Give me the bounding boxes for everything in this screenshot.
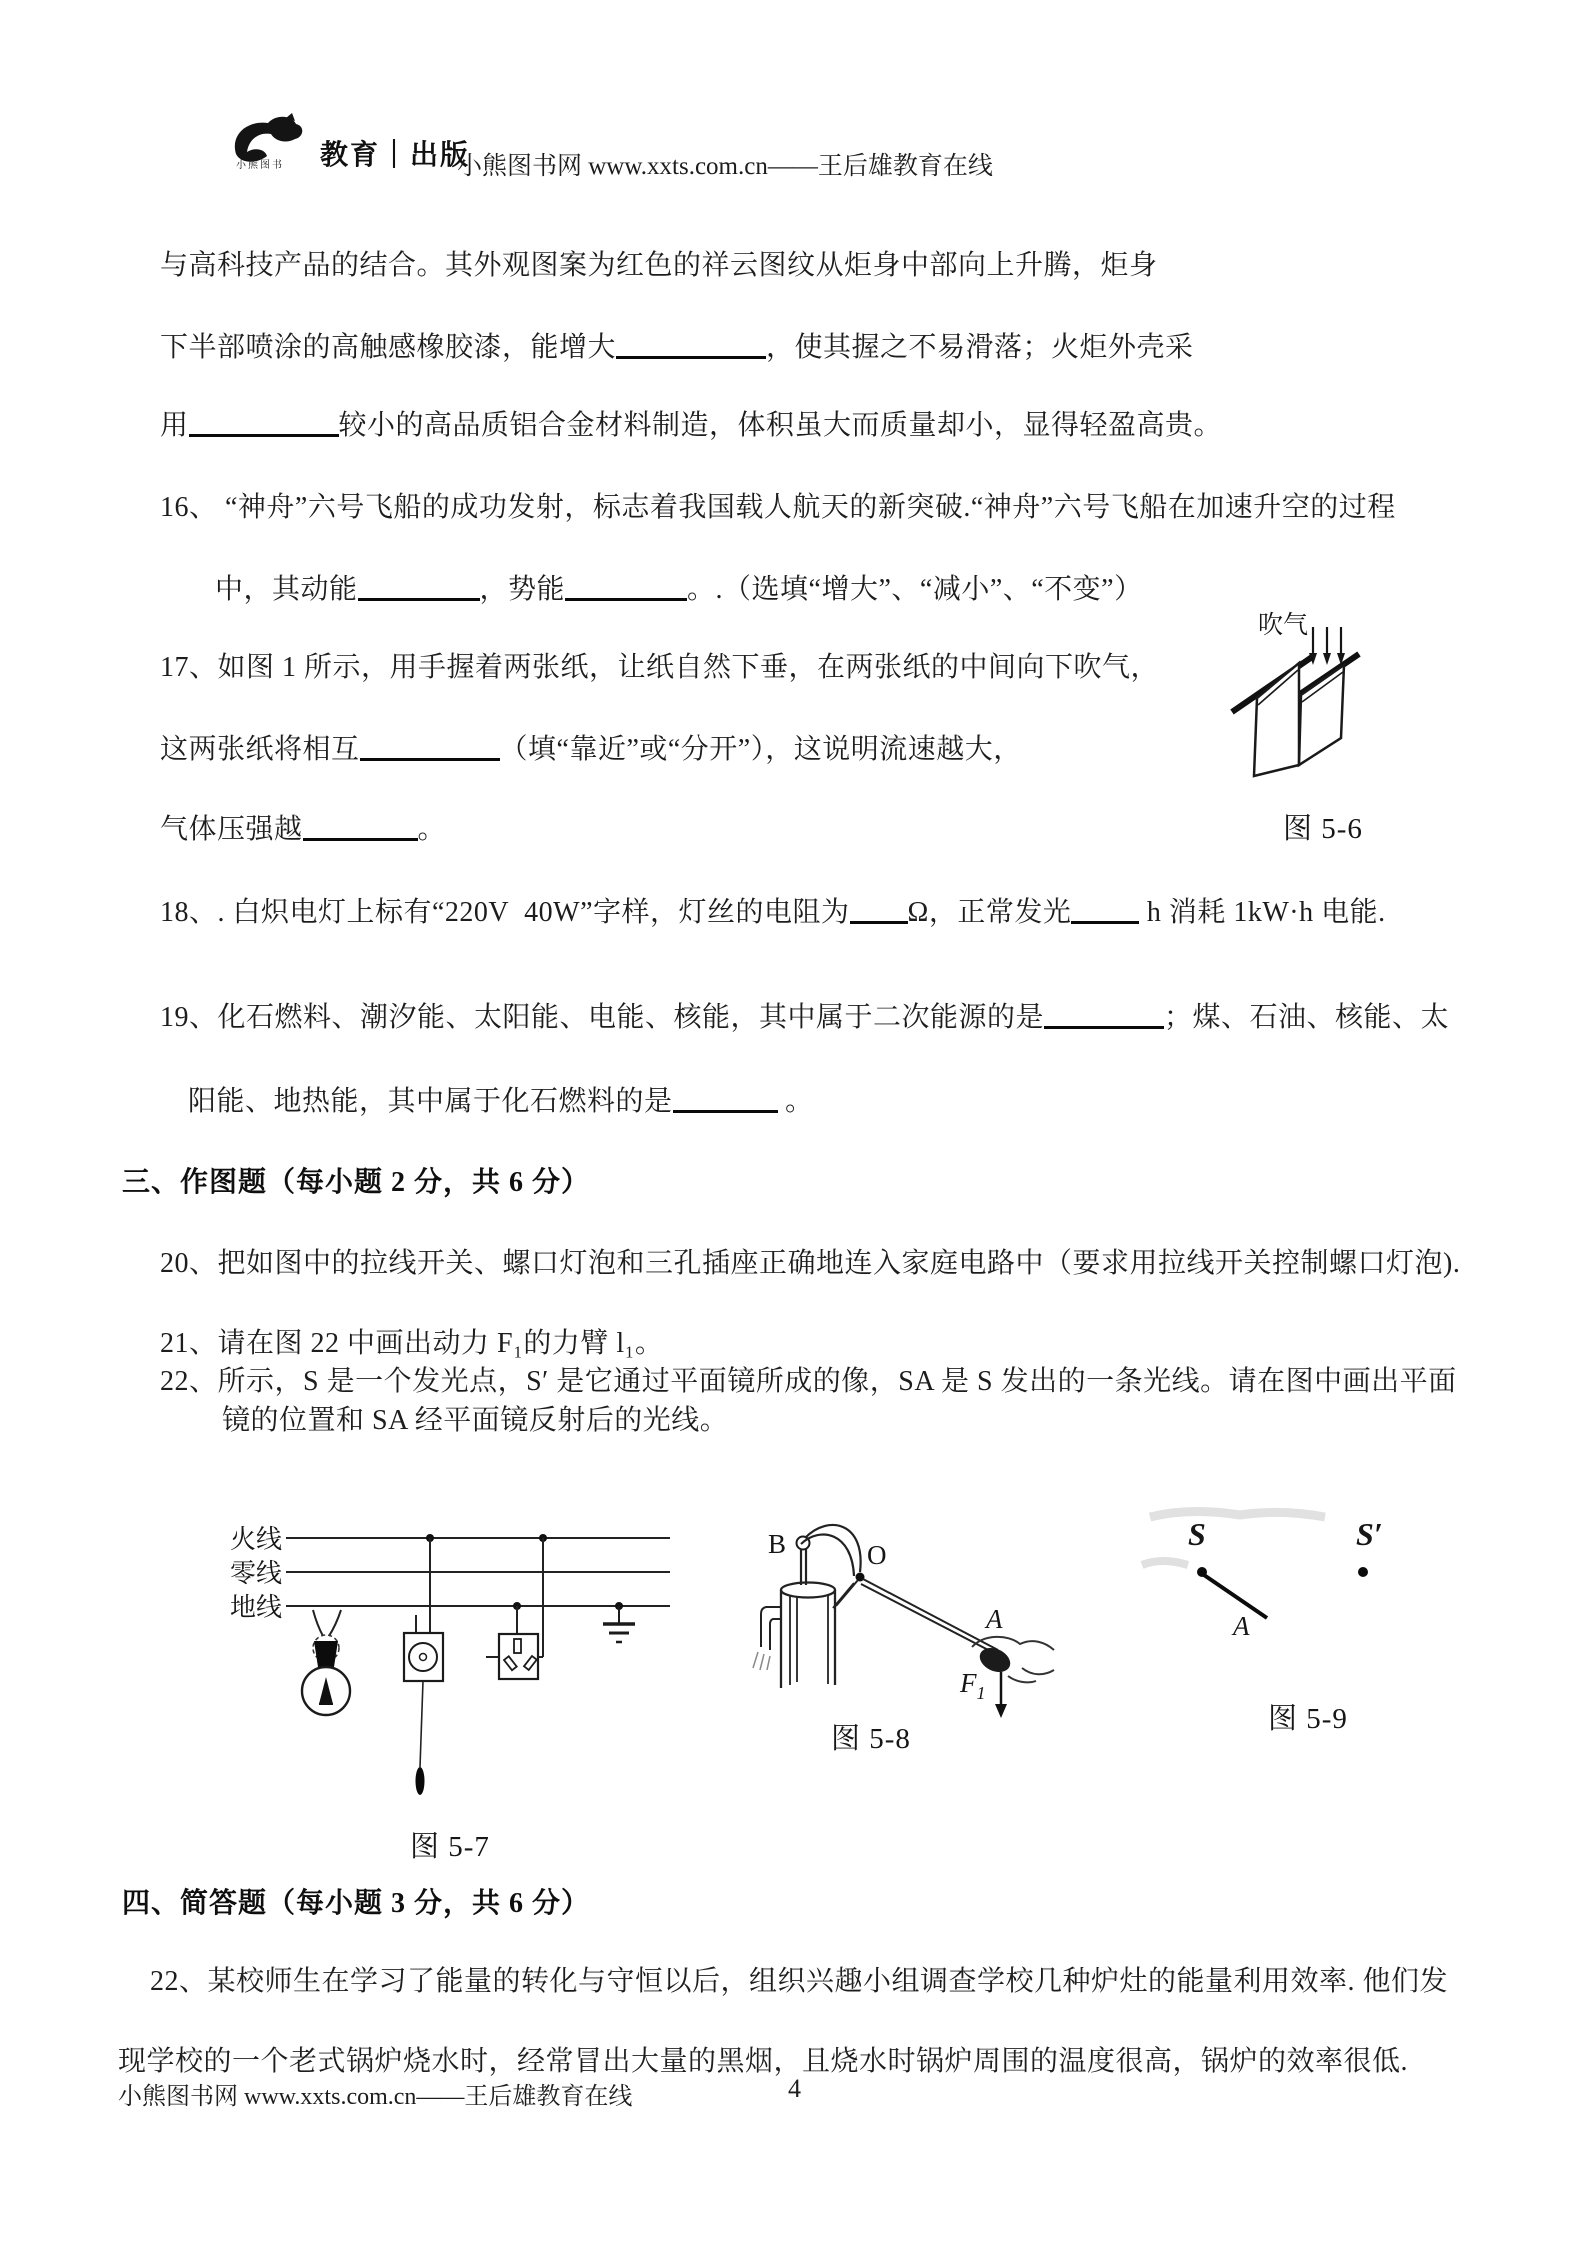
force-F: F bbox=[960, 1668, 977, 1698]
footer-site-text: 小熊图书网 www.xxts.com.cn——王后雄教育在线 bbox=[118, 2084, 633, 2110]
point-S-prime-dot bbox=[1358, 1567, 1368, 1577]
text: ；煤、石油、核能、太 bbox=[1164, 1002, 1450, 1033]
q19-line-2 bbox=[188, 1082, 814, 1120]
text: Ω，正常发光 bbox=[907, 897, 1072, 928]
text: 与高科技产品的结合。其外观图案为红色的祥云图纹从炬身中部向上升腾，炬身 bbox=[160, 250, 1158, 281]
text: ，势能 bbox=[479, 574, 566, 605]
q17-line-1 bbox=[160, 650, 1159, 686]
text: 17、如图 1 所示，用手握着两张纸，让纸自然下垂，在两张纸的中间向下吹气， bbox=[160, 652, 1160, 683]
text: 19、化石燃料、潮汐能、太阳能、电能、核能，其中属于二次能源的是 bbox=[160, 1002, 1045, 1033]
text: 。 bbox=[777, 1086, 814, 1117]
text: 。.（选填“增大”、“减小”、“不变”） bbox=[687, 574, 1143, 605]
pull-cord-switch-icon bbox=[404, 1538, 443, 1795]
answer-blank bbox=[850, 893, 908, 924]
answer-blank bbox=[189, 406, 339, 437]
q20-line-1: 20、把如图中的拉线开关、螺口灯泡和三孔插座正确地连入家庭电路中（要求用拉线开关控制螺口灯泡). bbox=[160, 1248, 1461, 1279]
header-site-text: 小熊图书网 www.xxts.com.cn——王后雄教育在线 bbox=[457, 153, 993, 180]
section-3-heading: 三、作图题（每小题 2 分，共 6 分） bbox=[122, 1167, 591, 1198]
intro-line-1 bbox=[160, 248, 1158, 284]
text: 用 bbox=[160, 410, 189, 441]
figure-5-9-caption: 图 5-9 bbox=[1268, 1703, 1348, 1735]
light-bulb-icon bbox=[302, 1610, 350, 1715]
q22-text-line-2: 现学校的一个老式锅炉烧水时，经常冒出大量的黑烟，且烧水时锅炉周围的温度很高，锅炉的效率很低. bbox=[118, 2046, 1409, 2077]
answer-blank bbox=[303, 810, 418, 841]
text: ，使其握之不易滑落；火炬外壳采 bbox=[766, 332, 1194, 363]
point-A-label: A bbox=[986, 1604, 1003, 1634]
brand-text: 教育｜出版 bbox=[320, 140, 471, 171]
point-A-label: A bbox=[1233, 1611, 1250, 1641]
q16-line-2 bbox=[215, 570, 1143, 608]
point-S-prime-label: S′ bbox=[1356, 1516, 1383, 1552]
text: 16、 “神舟”六号飞船的成功发射，标志着我国载人航天的新突破.“神舟”六号飞船在加速升空的过程 bbox=[160, 492, 1396, 523]
text: 。 bbox=[417, 814, 447, 845]
figure-5-7-caption: 图 5-7 bbox=[410, 1831, 490, 1863]
piston-and-handle bbox=[801, 1525, 861, 1585]
text: 这两张纸将相互 bbox=[160, 734, 360, 765]
lever-bar bbox=[833, 1579, 998, 1654]
figure-5-7-household-circuit bbox=[170, 1505, 690, 1815]
ground-symbol-icon bbox=[603, 1606, 635, 1642]
text: 气体压强越 bbox=[160, 814, 303, 845]
force-F-subscript: 1 bbox=[976, 1683, 986, 1703]
answer-blank bbox=[358, 570, 480, 601]
text: 下半部喷涂的高触感橡胶漆，能增大 bbox=[160, 332, 617, 363]
answer-blank bbox=[673, 1082, 778, 1113]
neutral-wire-label: 零线 bbox=[230, 1559, 283, 1588]
section-4-heading: 四、简答题（每小题 3 分，共 6 分） bbox=[122, 1888, 591, 1919]
text: 阳能、地热能，其中属于化石燃料的是 bbox=[188, 1086, 673, 1117]
logo-subtext: 小熊图书 bbox=[236, 160, 284, 171]
bear-shape bbox=[235, 117, 302, 162]
paper-sheets-drawing bbox=[1232, 654, 1359, 776]
answer-blank bbox=[1071, 893, 1139, 924]
text: h 消耗 1kW·h 电能. bbox=[1139, 897, 1386, 928]
print-bleed-artifact bbox=[1142, 1511, 1325, 1565]
text: 18、. 白炽电灯上标有“220V 40W”字样，灯丝的电阻为 bbox=[160, 897, 850, 928]
text: 较小的高品质铝合金材料制造，体积虽大而质量却小，显得轻盈高贵。 bbox=[338, 410, 1223, 441]
blow-air-label: 吹气 bbox=[1258, 612, 1309, 639]
point-S-label: S bbox=[1188, 1516, 1206, 1552]
answer-blank bbox=[616, 328, 766, 359]
q22-text-line-1: 22、某校师生在学习了能量的转化与守恒以后，组织兴趣小组调查学校几种炉灶的能量利用效率. 他们发 bbox=[150, 1966, 1449, 1997]
pump-body bbox=[761, 1583, 835, 1689]
figure-5-8-caption: 图 5-8 bbox=[831, 1723, 911, 1755]
live-wire-label: 火线 bbox=[230, 1525, 283, 1554]
force-arrow-icon bbox=[995, 1672, 1007, 1718]
answer-blank bbox=[360, 730, 500, 761]
page-number: 4 bbox=[788, 2074, 801, 2103]
force-F1-label bbox=[959, 1668, 986, 1703]
q22-draw-line-2: 镜的位置和 SA 经平面镜反射后的光线。 bbox=[222, 1405, 729, 1436]
intro-line-3 bbox=[160, 406, 1222, 444]
text: 中，其动能 bbox=[215, 574, 358, 605]
q18-line-1 bbox=[160, 893, 1386, 931]
figure-5-9-light-source bbox=[1130, 1495, 1470, 1665]
fulcrum-O-label: O bbox=[867, 1540, 887, 1570]
answer-blank bbox=[565, 570, 687, 601]
text: （填“靠近”或“分开”），这说明流速越大， bbox=[499, 734, 1022, 765]
figure-5-6-blowing-papers bbox=[1150, 595, 1430, 810]
q16-line-1 bbox=[160, 490, 1396, 526]
figure-5-6-caption: 图 5-6 bbox=[1283, 813, 1363, 845]
water-drip-marks bbox=[753, 1652, 770, 1670]
figure-5-8-pump-lever bbox=[740, 1500, 1070, 1740]
q22-draw-line-1: 22、所示，S 是一个发光点，S′ 是它通过平面镜所成的像，SA 是 S 发出的一条光线。请在图中画出平面 bbox=[160, 1366, 1457, 1397]
mains-wires bbox=[286, 1538, 670, 1606]
answer-blank bbox=[1044, 998, 1164, 1029]
point-B-label: B bbox=[768, 1529, 787, 1559]
q19-line-1 bbox=[160, 998, 1449, 1036]
blow-arrows-icon bbox=[1309, 627, 1345, 665]
q17-line-2 bbox=[160, 730, 1022, 768]
intro-line-2 bbox=[160, 328, 1194, 366]
earth-wire-label: 地线 bbox=[230, 1593, 283, 1622]
q17-line-3 bbox=[160, 810, 446, 848]
q21-line-1: 21、请在图 22 中画出动力 F₁的力臂 l₁。 bbox=[160, 1328, 664, 1359]
